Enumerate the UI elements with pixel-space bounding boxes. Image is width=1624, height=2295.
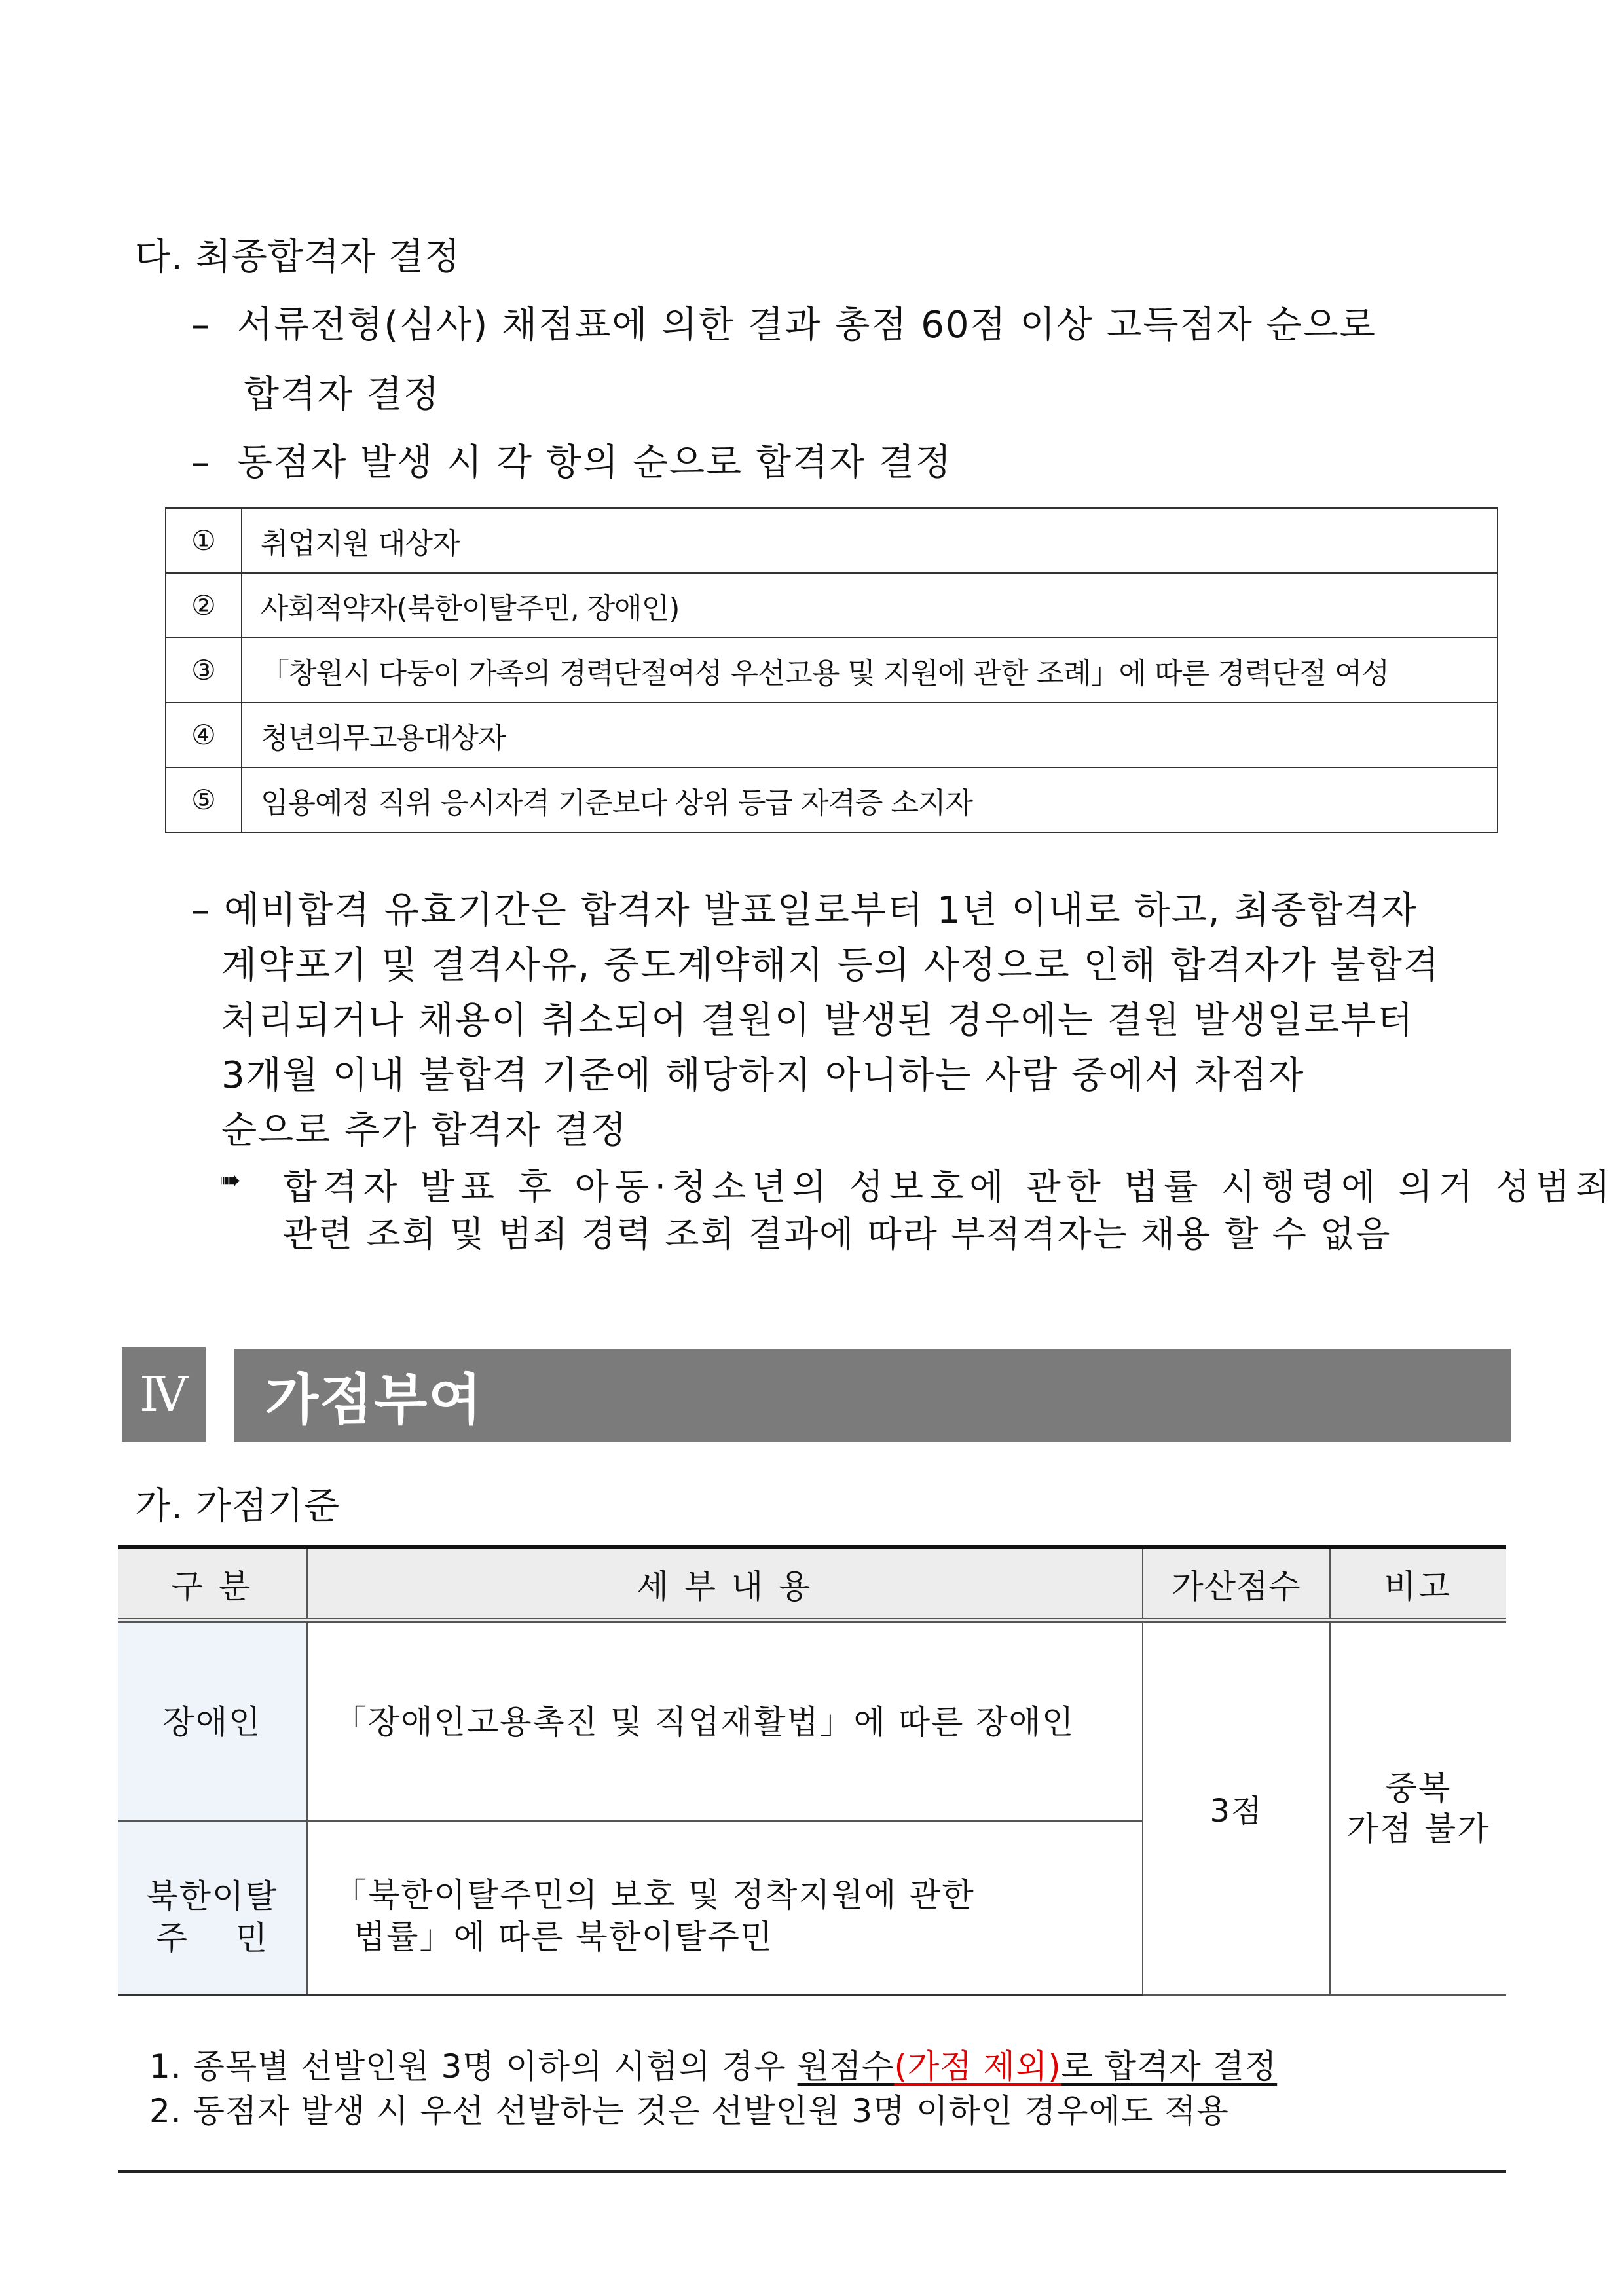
section-title-band: 가점부여 <box>234 1349 1511 1442</box>
text-line: – 동점자 발생 시 각 항의 순으로 합격자 결정 <box>191 441 953 484</box>
bottom-divider <box>118 2170 1506 2173</box>
priority-text: 사회적약자(북한이탈주민, 장애인) <box>242 573 1498 638</box>
remark-cell <box>1330 1621 1506 1995</box>
points-cell: 3점 <box>1143 1621 1330 1995</box>
priority-text: 「창원시 다둥이 가족의 경력단절여성 우선고용 및 지원에 관한 조례」에 따른 경력단절 여성 <box>242 638 1498 703</box>
section-heading-bonus-criteria: 가. 가점기준 <box>135 1485 341 1528</box>
section-heading-final-decision: 다. 최종합격자 결정 <box>135 236 461 278</box>
table-header-row <box>118 1547 1506 1621</box>
category-line: 북한이탈 <box>146 1877 278 1915</box>
text-line: 순으로 추가 합격자 결정 <box>221 1109 628 1152</box>
column-header: 비고 <box>1330 1547 1506 1621</box>
column-header: 세 부 내 용 <box>307 1547 1143 1621</box>
table-row <box>166 703 1498 767</box>
section-number-badge: Ⅳ <box>122 1347 206 1442</box>
priority-number: ① <box>166 508 242 573</box>
table-row <box>166 638 1498 703</box>
detail-cell: 「장애인고용촉진 및 직업재활법」에 따른 장애인 <box>307 1621 1143 1821</box>
footnote-1: 1. 종목별 선발인원 3명 이하의 시험의 경우 원점수(가점 제외)로 합격자 결정 <box>149 2047 1278 2085</box>
text-line: 합격자 결정 <box>244 373 441 416</box>
category-line: 주 민 <box>155 1919 269 1957</box>
bonus-points-table <box>118 1545 1506 1996</box>
priority-text: 임용예정 직위 응시자격 기준보다 상위 등급 자격증 소지자 <box>242 767 1498 832</box>
priority-text: 취업지원 대상자 <box>242 508 1498 573</box>
priority-number: ④ <box>166 703 242 767</box>
detail-line: 법률」에 따른 북한이탈주민 <box>354 1917 774 1956</box>
tiebreak-priority-table <box>165 507 1498 833</box>
remark-line: 가점 불가 <box>1346 1809 1490 1848</box>
text-line: 처리되거나 채용이 취소되어 결원이 발생된 경우에는 결원 발생일로부터 <box>221 999 1414 1042</box>
text-line: 3개월 이내 불합격 기준에 해당하지 아니하는 사람 중에서 차점자 <box>221 1054 1305 1097</box>
detail-cell <box>307 1821 1143 1995</box>
arrow-bullet-icon: ➠ <box>219 1166 242 1196</box>
note-line: 합격자 발표 후 아동·청소년의 성보호에 관한 법률 시행령에 의거 성범죄 <box>283 1166 1616 1207</box>
text-line: – 예비합격 유효기간은 합격자 발표일로부터 1년 이내로 하고, 최종합격자 <box>191 889 1418 932</box>
text-line: 계약포기 및 결격사유, 중도계약해지 등의 사정으로 인해 합격자가 불합격 <box>221 944 1441 987</box>
priority-number: ⑤ <box>166 767 242 832</box>
priority-number: ② <box>166 573 242 638</box>
detail-line: 「북한이탈주민의 보호 및 정착지원에 관한 <box>334 1875 975 1914</box>
priority-number: ③ <box>166 638 242 703</box>
column-header: 가산점수 <box>1143 1547 1330 1621</box>
footnote-2: 2. 동점자 발생 시 우선 선발하는 것은 선발인원 3명 이하인 경우에도 적용 <box>149 2092 1229 2130</box>
priority-text: 청년의무고용대상자 <box>242 703 1498 767</box>
note-line: 관련 조회 및 범죄 경력 조회 결과에 따라 부적격자는 채용 할 수 없음 <box>283 1213 1392 1255</box>
column-header: 구 분 <box>118 1547 307 1621</box>
remark-line: 중복 <box>1385 1769 1452 1807</box>
table-row <box>118 1621 1506 1821</box>
table-row <box>166 573 1498 638</box>
table-row <box>166 767 1498 832</box>
text-line: – 서류전형(심사) 채점표에 의한 결과 총점 60점 이상 고득점자 순으로 <box>191 304 1376 346</box>
category-cell <box>118 1821 307 1995</box>
table-row <box>166 508 1498 573</box>
category-cell: 장애인 <box>118 1621 307 1821</box>
